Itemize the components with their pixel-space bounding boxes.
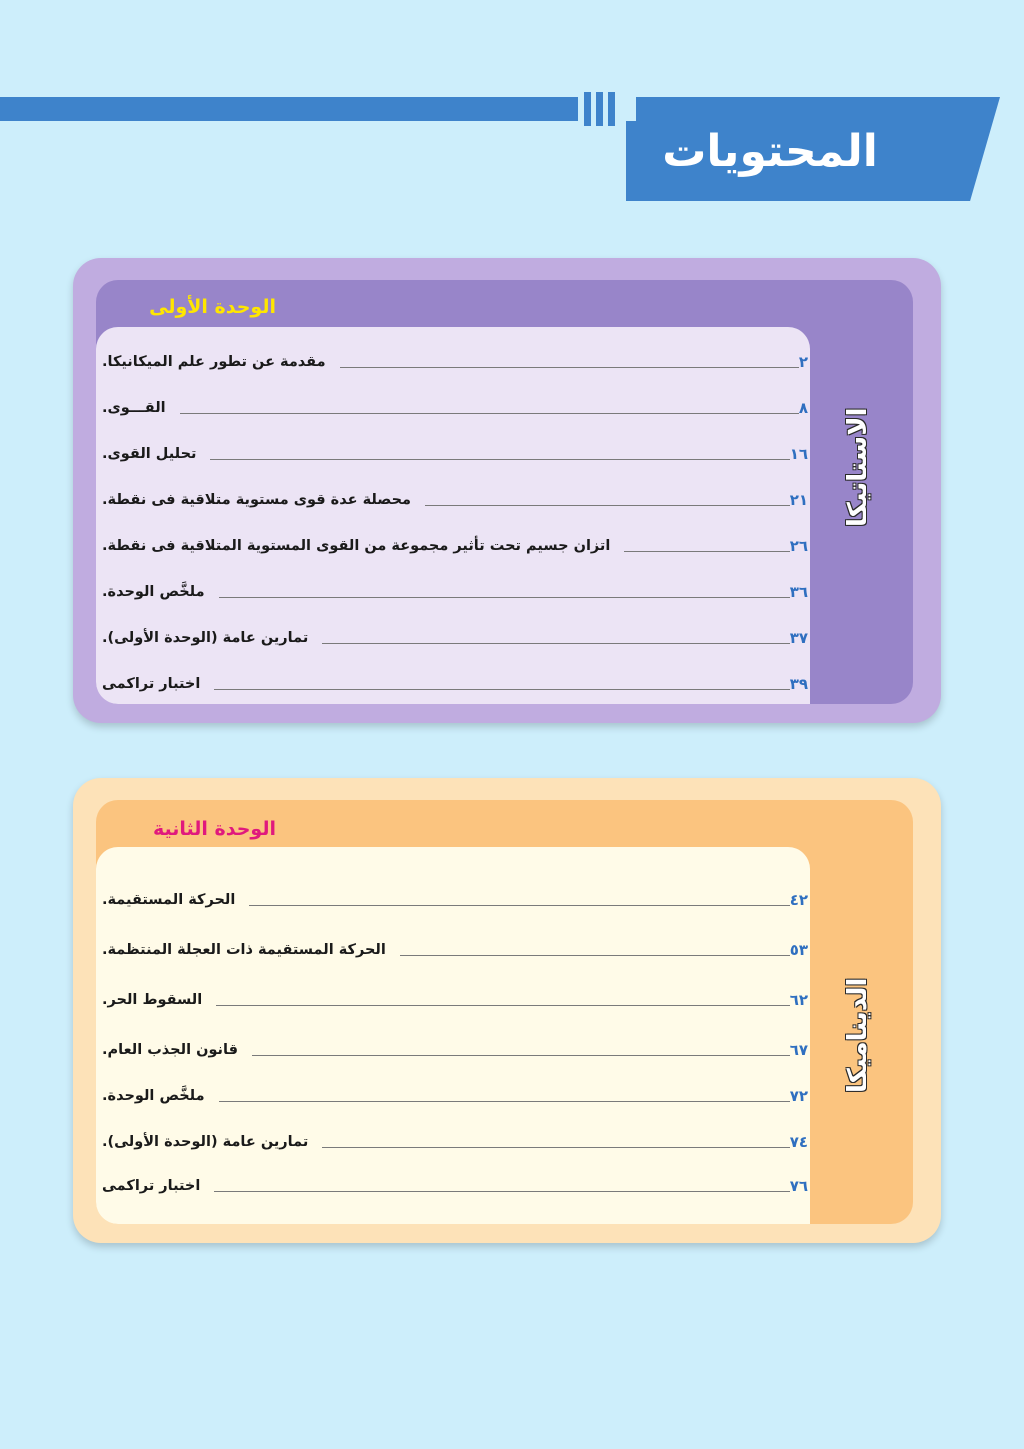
toc-item-title: الحركة المستقيمة. (102, 892, 236, 908)
leader-dots (252, 1055, 790, 1056)
toc-item-page: ٧٢ (789, 1087, 808, 1105)
toc-item[interactable] (96, 347, 810, 377)
toc-item-title: السقوط الحر. (102, 992, 203, 1008)
leader-dots (322, 1147, 789, 1148)
leader-dots (400, 955, 790, 956)
leader-dots (624, 551, 789, 552)
toc-item-title: تمارين عامة (الوحدة الأولى). (102, 1134, 309, 1150)
toc-item-title: اتزان جسيم تحت تأثير مجموعة من القوى المستوية المتلاقية فى نقطة. (102, 538, 611, 554)
toc-item[interactable] (96, 485, 810, 515)
header-stripe (584, 92, 591, 126)
toc-item-page: ٦٧ (789, 1041, 808, 1059)
leader-dots (249, 905, 789, 906)
toc-item[interactable] (96, 393, 810, 423)
toc-item-page: ٥٣ (789, 941, 808, 959)
leader-dots (210, 459, 789, 460)
toc-item[interactable] (96, 935, 810, 965)
leader-dots (340, 367, 799, 368)
toc-item-page: ٢١ (789, 491, 808, 509)
leader-dots (214, 1191, 789, 1192)
header-stripe (596, 92, 603, 126)
toc-item-page: ٣٧ (789, 629, 808, 647)
toc-item-title: الحركة المستقيمة ذات العجلة المنتظمة. (102, 942, 386, 958)
toc-item-page: ٣٩ (789, 675, 808, 693)
toc-item-title: محصلة عدة قوى مستوية متلاقية فى نقطة. (102, 492, 411, 508)
toc-item-page: ٤٢ (789, 891, 808, 909)
toc-item-title: قانون الجذب العام. (102, 1042, 238, 1058)
toc-item[interactable] (96, 577, 810, 607)
unit-card-statics (73, 258, 941, 723)
leader-dots (180, 413, 799, 414)
toc-item-page: ٧٤ (789, 1133, 808, 1151)
unit-side-title: الاستاتيكا (843, 408, 873, 528)
toc-item-page: ٣٦ (789, 583, 808, 601)
toc-item-title: ملخَّص الوحدة. (102, 1088, 205, 1104)
toc-item[interactable] (96, 669, 810, 699)
header-stripe (608, 92, 615, 126)
toc-item[interactable] (96, 1081, 810, 1111)
toc-item[interactable] (96, 1171, 810, 1201)
unit-label: الوحدة الأولى (149, 296, 276, 318)
toc-item-title: تمارين عامة (الوحدة الأولى). (102, 630, 309, 646)
toc-list (96, 847, 810, 1224)
toc-item[interactable] (96, 1127, 810, 1157)
leader-dots (322, 643, 789, 644)
toc-item-title: ملخَّص الوحدة. (102, 584, 205, 600)
toc-item-title: اختبار تراكمى (102, 1178, 201, 1194)
toc-item[interactable] (96, 623, 810, 653)
toc-item[interactable] (96, 531, 810, 561)
toc-item[interactable] (96, 885, 810, 915)
toc-item[interactable] (96, 439, 810, 469)
toc-item-title: تحليل القوى. (102, 446, 197, 462)
toc-item-page: ٢٦ (789, 537, 808, 555)
toc-item-page: ٢ (798, 353, 808, 371)
unit-side-title: الديناميكا (843, 978, 873, 1094)
leader-dots (214, 689, 789, 690)
leader-dots (219, 1101, 790, 1102)
toc-list (96, 327, 810, 704)
toc-item-title: اختبار تراكمى (102, 676, 201, 692)
unit-label: الوحدة الثانية (152, 818, 276, 840)
toc-item[interactable] (96, 1035, 810, 1065)
toc-item-page: ٦٢ (789, 991, 808, 1009)
page-title: المحتويات (662, 125, 878, 177)
toc-item-page: ٧٦ (789, 1177, 808, 1195)
toc-item-page: ٨ (798, 399, 808, 417)
toc-item-page: ١٦ (789, 445, 808, 463)
unit-card-dynamics (73, 778, 941, 1243)
header-bar (0, 97, 578, 121)
toc-item-title: القـــوى. (102, 400, 166, 416)
leader-dots (216, 1005, 789, 1006)
toc-item[interactable] (96, 985, 810, 1015)
toc-item-title: مقدمة عن تطور علم الميكانيكا. (102, 354, 326, 370)
leader-dots (425, 505, 790, 506)
leader-dots (219, 597, 790, 598)
